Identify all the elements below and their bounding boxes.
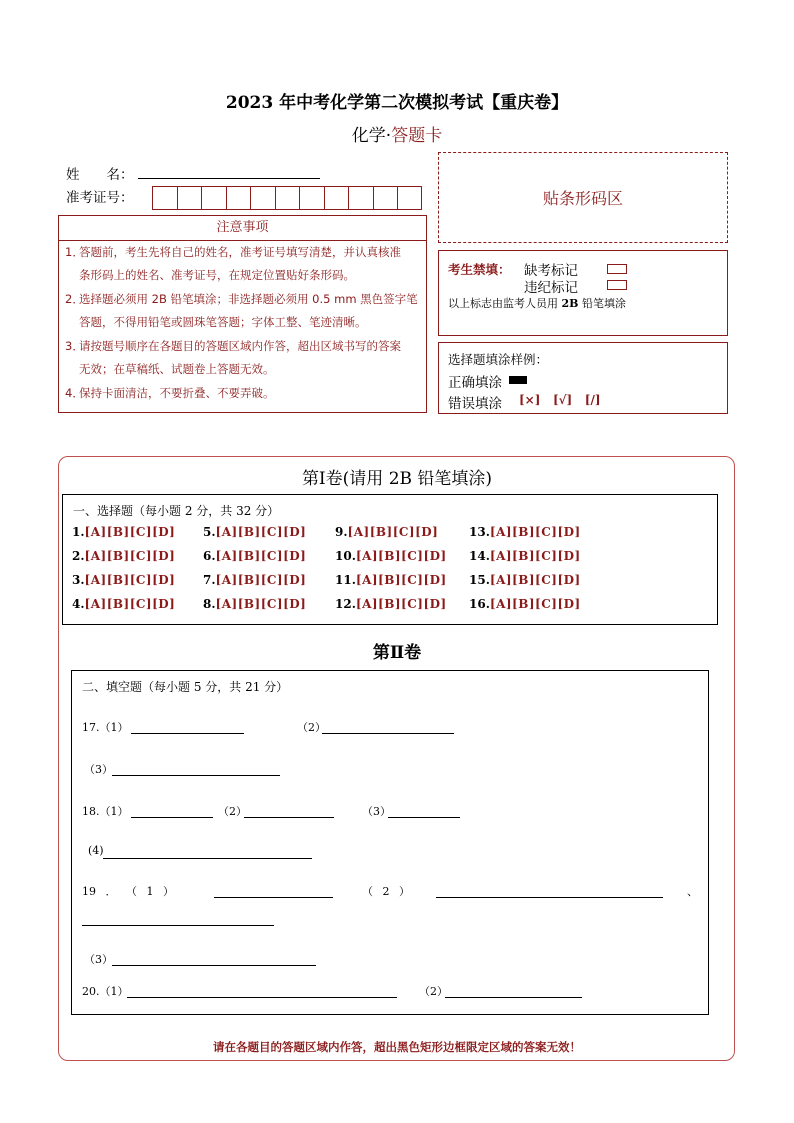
page-title: 2023 年中考化学第二次模拟考试【重庆卷】 — [225, 93, 569, 113]
subject-label: 化学 — [351, 126, 386, 146]
forbid-note — [448, 295, 626, 311]
violation-label: 违纪标记 — [524, 280, 578, 296]
notice-item — [65, 335, 421, 381]
answer-options[interactable]: [A][B][C][D] — [215, 525, 307, 539]
q17-part3-answer-line[interactable] — [112, 775, 280, 776]
question-number: 2. — [72, 549, 85, 563]
question-number: 9. — [335, 525, 348, 539]
notice-box — [58, 215, 427, 413]
absent-label: 缺考标记 — [524, 263, 578, 279]
wrong-marks — [519, 393, 601, 407]
q19-part2-answer-line-2[interactable] — [82, 925, 274, 926]
fill-sample-box — [438, 342, 728, 414]
absent-mark-box[interactable] — [607, 264, 627, 274]
choice-question[interactable] — [203, 573, 306, 587]
choice-question[interactable] — [469, 573, 581, 587]
name-label: 姓 名： — [66, 167, 134, 183]
exam-id-cell[interactable] — [299, 186, 324, 210]
answer-options[interactable]: [A][B][C][D] — [489, 597, 581, 611]
notice-item — [65, 382, 421, 405]
q19-part3-answer-line[interactable] — [112, 965, 316, 966]
question-number: 14. — [469, 549, 490, 563]
q17-part1-answer-line[interactable] — [131, 733, 244, 734]
part1-title: 第Ⅰ卷(请用 2B 铅笔填涂) — [301, 469, 493, 489]
question-number: 15. — [469, 573, 490, 587]
exam-id-cell[interactable] — [348, 186, 373, 210]
exam-id-cell[interactable] — [177, 186, 202, 210]
q17-part2-answer-line[interactable] — [322, 733, 454, 734]
exam-id-cell[interactable] — [250, 186, 275, 210]
answer-options[interactable]: [A][B][C][D] — [215, 597, 307, 611]
fill-section-title: 二、填空题（每小题 5 分，共 21 分） — [82, 680, 289, 694]
wrong-mark: [×] — [519, 393, 541, 407]
footer-warning: 请在各题目的答题区域内作答，超出黑色矩形边框限定区域的答案无效！ — [213, 1040, 581, 1054]
question-number: 13. — [469, 525, 490, 539]
q20-part2-label: （2） — [419, 985, 448, 998]
notice-num: 2． — [65, 292, 84, 306]
q18-part3-answer-line[interactable] — [388, 817, 460, 818]
wrong-mark: [/] — [584, 393, 601, 407]
question-number: 7. — [203, 573, 216, 587]
question-number: 6. — [203, 549, 216, 563]
notice-text: 请按题号顺序在各题目的答题区域内作答，超出区域书写的答案 — [79, 339, 401, 353]
q20-part1-answer-line[interactable] — [127, 997, 397, 998]
notice-text: 无效；在草稿纸、试题卷上答题无效。 — [79, 362, 275, 376]
choice-question[interactable] — [335, 573, 447, 587]
question-number: 5. — [203, 525, 216, 539]
choice-section-title: 一、选择题（每小题 2 分，共 32 分） — [73, 504, 280, 518]
answer-options[interactable]: [A][B][C][D] — [215, 573, 307, 587]
correct-label: 正确填涂 — [448, 375, 502, 391]
choice-question[interactable] — [469, 549, 581, 563]
choice-question[interactable] — [469, 525, 581, 539]
barcode-area — [438, 152, 728, 243]
choice-question[interactable] — [469, 597, 581, 611]
q19-comma: 、 — [687, 885, 698, 898]
exam-id-cell[interactable] — [201, 186, 226, 210]
subtitle-separator: · — [385, 126, 392, 146]
wrong-mark: [√] — [552, 393, 573, 407]
choice-question[interactable] — [203, 549, 306, 563]
choice-question[interactable] — [72, 597, 175, 611]
question-number: 4. — [72, 597, 85, 611]
forbid-label: 考生禁填： — [448, 262, 511, 277]
exam-id-boxes[interactable] — [152, 186, 422, 210]
answer-options[interactable]: [A][B][C][D] — [489, 525, 581, 539]
notice-text: 保持卡面清洁，不要折叠、不要弄破。 — [79, 386, 275, 400]
question-number: 1. — [72, 525, 85, 539]
q18-part1-label: 18.（1） — [82, 805, 129, 818]
answer-options[interactable]: [A][B][C][D] — [355, 597, 447, 611]
notice-item — [65, 288, 421, 334]
question-number: 11. — [335, 573, 356, 587]
answer-options[interactable]: [A][B][C][D] — [84, 573, 176, 587]
forbid-note-text: 铅笔填涂 — [581, 297, 626, 310]
correct-fill-mark — [509, 376, 527, 384]
exam-id-cell[interactable] — [152, 186, 177, 210]
exam-id-cell[interactable] — [275, 186, 300, 210]
notice-item — [65, 241, 421, 287]
q19-part1-label: 19 ． （ 1 ） — [82, 885, 174, 898]
q19-part2-answer-line[interactable] — [436, 897, 663, 898]
name-field[interactable] — [138, 178, 320, 179]
notice-num: 4． — [65, 386, 84, 400]
choice-question[interactable] — [335, 597, 447, 611]
notice-heading: 注意事项 — [59, 216, 426, 241]
notice-text: 答题，不得用铅笔或圆珠笔答题；字体工整、笔迹清晰。 — [79, 315, 367, 329]
fill-section — [71, 670, 709, 1015]
sample-heading: 选择题填涂样例： — [448, 352, 549, 367]
choice-question[interactable] — [72, 525, 175, 539]
answer-options[interactable]: [A][B][C][D] — [489, 549, 581, 563]
exam-id-label: 准考证号： — [66, 190, 134, 206]
answer-options[interactable]: [A][B][C][D] — [84, 525, 176, 539]
answer-options[interactable]: [A][B][C][D] — [347, 525, 439, 539]
answer-options[interactable]: [A][B][C][D] — [355, 549, 447, 563]
choice-question[interactable] — [335, 549, 447, 563]
forbid-note-bold: 2B — [561, 297, 579, 310]
barcode-label: 贴条形码区 — [542, 189, 623, 208]
answer-options[interactable]: [A][B][C][D] — [84, 597, 176, 611]
examiner-only-box — [438, 250, 728, 336]
choice-question[interactable] — [72, 549, 175, 563]
q18-part1-answer-line[interactable] — [131, 817, 213, 818]
q20-part2-answer-line[interactable] — [445, 997, 582, 998]
card-subtitle — [0, 121, 794, 146]
card-label: 答题卡 — [391, 126, 443, 146]
question-number: 10. — [335, 549, 356, 563]
q19-part1-answer-line[interactable] — [214, 897, 333, 898]
q18-part2-label: （2） — [218, 805, 247, 818]
choice-section — [62, 494, 718, 625]
question-number: 8. — [203, 597, 216, 611]
answer-options[interactable]: [A][B][C][D] — [355, 573, 447, 587]
q19-part2-label: （ 2 ） — [362, 885, 410, 898]
answer-options[interactable]: [A][B][C][D] — [489, 573, 581, 587]
choice-question[interactable] — [203, 597, 306, 611]
notice-num: 1． — [65, 245, 84, 259]
exam-id-cell[interactable] — [226, 186, 251, 210]
forbid-note-text: 以上标志由监考人员用 — [448, 297, 558, 310]
q18-part4-label: (4) — [88, 844, 104, 857]
question-number: 12. — [335, 597, 356, 611]
choice-question[interactable] — [203, 525, 306, 539]
exam-id-cell[interactable] — [324, 186, 349, 210]
exam-id-cell[interactable] — [397, 186, 422, 210]
q17-part3-label: （3） — [84, 763, 113, 776]
wrong-label: 错误填涂 — [448, 396, 502, 412]
notice-text: 条形码上的姓名、准考证号，在规定位置贴好条形码。 — [79, 268, 355, 282]
notice-text: 选择题必须用 2B 铅笔填涂；非选择题必须用 0.5 mm 黑色签字笔 — [79, 292, 418, 306]
exam-id-cell[interactable] — [373, 186, 398, 210]
answer-options[interactable]: [A][B][C][D] — [215, 549, 307, 563]
choice-question[interactable] — [335, 525, 438, 539]
question-number: 16. — [469, 597, 490, 611]
q17-part2-label: （2） — [297, 721, 326, 734]
question-number: 3. — [72, 573, 85, 587]
q18-part4-answer-line[interactable] — [103, 858, 312, 859]
q18-part2-answer-line[interactable] — [244, 817, 334, 818]
notice-text: 答题前，考生先将自己的姓名，准考证号填写清楚，并认真核准 — [79, 245, 401, 259]
q18-part3-label: （3） — [362, 805, 391, 818]
violation-mark-box[interactable] — [607, 280, 627, 290]
notice-num: 3． — [65, 339, 84, 353]
choice-question[interactable] — [72, 573, 175, 587]
part2-title: 第Ⅱ卷 — [372, 643, 422, 663]
q19-part3-label: （3） — [84, 953, 113, 966]
answer-options[interactable]: [A][B][C][D] — [84, 549, 176, 563]
q20-part1-label: 20.（1） — [82, 985, 129, 998]
q17-part1-label: 17.（1） — [82, 721, 129, 734]
